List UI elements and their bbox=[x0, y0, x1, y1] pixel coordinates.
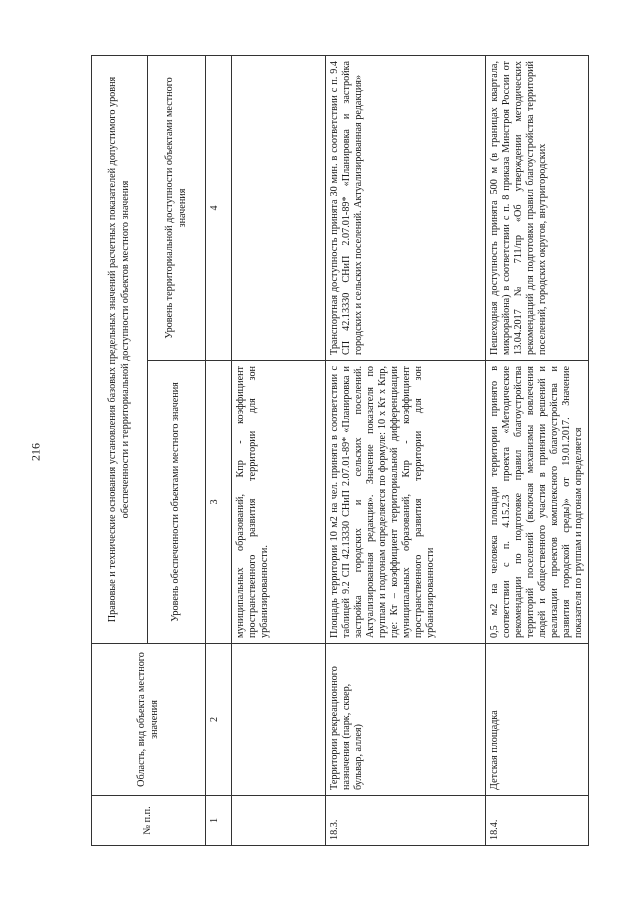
page-number-text: 216 bbox=[28, 443, 43, 461]
cell-provision: Площадь территории 10 м2 на чел. принята в соответствии с таблицей 9.2 СП 42.13330 СНиП 2.07.01-89* «Планировка и застройка городских и сельских поселений. Актуализированная редакция». Значение показателя по группам и подгонам определяется по формуле: 10 х Кт х Кпр, где: Кт – коэффициент территориальной дифференциации муниципальных образований, Кпр - коэффициент пространственного развития территории для зон урбанизированности bbox=[326, 361, 486, 644]
cell-num: 18.3. bbox=[326, 796, 486, 846]
rotated-table-container bbox=[91, 56, 585, 846]
index-cell: 2 bbox=[206, 644, 232, 796]
cell-access: Пешеходная доступность принята 500 м (в границах квартала, микрорайона) в соответствии с п. 8 приказа Минстроя России от 13.04.2017 № 711/пр «Об утверждении методических рекомендаций для подготовки правил благоустройства территорий поселений, городских округов, внутригородских bbox=[486, 56, 589, 361]
cell-area: Детская площадка bbox=[486, 644, 589, 796]
cell-access: Транспортная доступность принята 30 мин. в соответствии с п. 9.4 СП 42.13330 СНиП 2.07.01-89* «Планировка и застройка городских и сельских поселений. Актуализированная редакция» bbox=[326, 56, 486, 361]
header-access: Уровень территориальной доступности объектами местного значения bbox=[148, 56, 206, 361]
header-num: № п.п. bbox=[92, 796, 206, 846]
header-provision: Уровень обеспеченности объектами местного значения bbox=[148, 361, 206, 644]
index-cell: 4 bbox=[206, 56, 232, 361]
cell-num: 18.4. bbox=[486, 796, 589, 846]
table-row-continuation bbox=[232, 56, 326, 846]
header-main: Правовые и технические основания установления базовых предельных значений расчетных показателей допустимого уровня обеспеченности и территориальной доступности объектов местного значения bbox=[92, 56, 148, 644]
cell-area: Территории рекреационного назначения (парк, сквер, бульвар, аллея) bbox=[326, 644, 486, 796]
header-row bbox=[92, 56, 148, 846]
header-area: Область, вид объекта местного значения bbox=[92, 644, 206, 796]
cell-area bbox=[232, 644, 326, 796]
cell-num bbox=[232, 796, 326, 846]
index-cell: 1 bbox=[206, 796, 232, 846]
cell-access bbox=[232, 56, 326, 361]
cell-provision: 0,5 м2 на человека площади территории принято в соответствии с п. 4.15.2.3 проекта «Методические рекомендации по подготовке правил благоустройства территорий поселений (включая механизмы вовлечения людей и общественного участия в принятии решений и реализации проектов комплексного благоустройства и развития городской среды)» от 19.01.2017. Значение показателя по группам и подгонам определяется bbox=[486, 361, 589, 644]
index-cell: 3 bbox=[206, 361, 232, 644]
table-row bbox=[326, 56, 486, 846]
cell-provision: муниципальных образований, Кпр - коэффициент пространственного развития территории для зон урбанизированности. bbox=[232, 361, 326, 644]
index-row bbox=[206, 56, 232, 846]
norms-table bbox=[91, 55, 589, 846]
table-row bbox=[486, 56, 589, 846]
